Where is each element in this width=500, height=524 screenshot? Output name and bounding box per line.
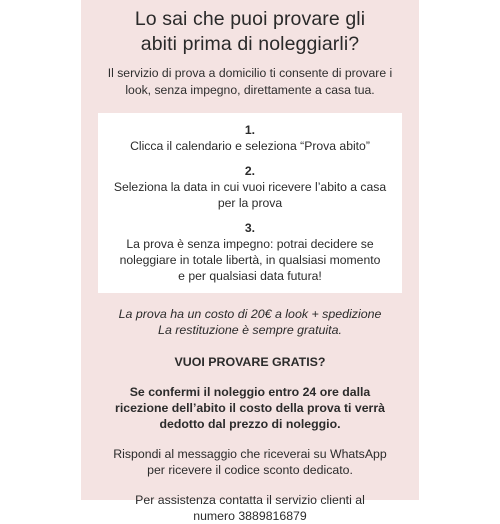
intro-line-2: look, senza impegno, direttamente a casa tua. <box>125 83 375 97</box>
step-number: 2. <box>244 164 256 178</box>
whatsapp-line-1: Rispondi al messaggio che riceverai su WhatsApp <box>113 447 387 461</box>
step-2 <box>104 164 396 211</box>
price-line-1: La prova ha un costo di 20€ a look + spedizione <box>118 307 382 321</box>
discount-text <box>91 384 409 432</box>
whatsapp-line-2: per ricevere il codice sconto dedicato. <box>147 463 353 477</box>
price-note <box>87 306 413 338</box>
step-text: e per qualsiasi data futura! <box>178 269 322 283</box>
whatsapp-text <box>91 446 409 478</box>
step-number: 1. <box>244 123 256 137</box>
step-text: Clicca il calendario e seleziona “Prova abito” <box>130 139 370 153</box>
intro-text <box>87 65 413 99</box>
price-line-2: La restituzione è sempre gratuita. <box>158 323 342 337</box>
discount-line-3: dedotto dal prezzo di noleggio. <box>159 417 341 431</box>
info-card <box>81 0 419 523</box>
step-number: 3. <box>244 221 256 235</box>
step-1 <box>104 123 396 154</box>
step-text: noleggiare in totale libertà, in qualsiasi momento <box>119 253 381 267</box>
step-text: per la prova <box>217 196 283 210</box>
step-text: La prova è senza impegno: potrai decidere se <box>126 237 374 251</box>
title-line-2: abiti prima di noleggiarli? <box>140 33 360 55</box>
support-line-2: numero 3889816879 <box>193 509 307 523</box>
cta-heading: VUOI PROVARE GRATIS? <box>174 355 326 369</box>
discount-line-2: ricezione dell’abito il costo della prova ti verrà <box>115 401 385 415</box>
intro-line-1: Il servizio di prova a domicilio ti consente di provare i <box>107 66 393 80</box>
page-title <box>81 0 419 57</box>
step-3 <box>104 221 396 284</box>
steps-box <box>98 113 402 293</box>
support-line-1: Per assistenza contatta il servizio clienti al <box>135 493 365 507</box>
discount-line-1: Se confermi il noleggio entro 24 ore dalla <box>129 385 371 399</box>
step-text: Seleziona la data in cui vuoi ricevere l’abito a casa <box>113 180 387 194</box>
title-line-1: Lo sai che puoi provare gli <box>134 8 366 30</box>
support-text <box>91 492 409 524</box>
